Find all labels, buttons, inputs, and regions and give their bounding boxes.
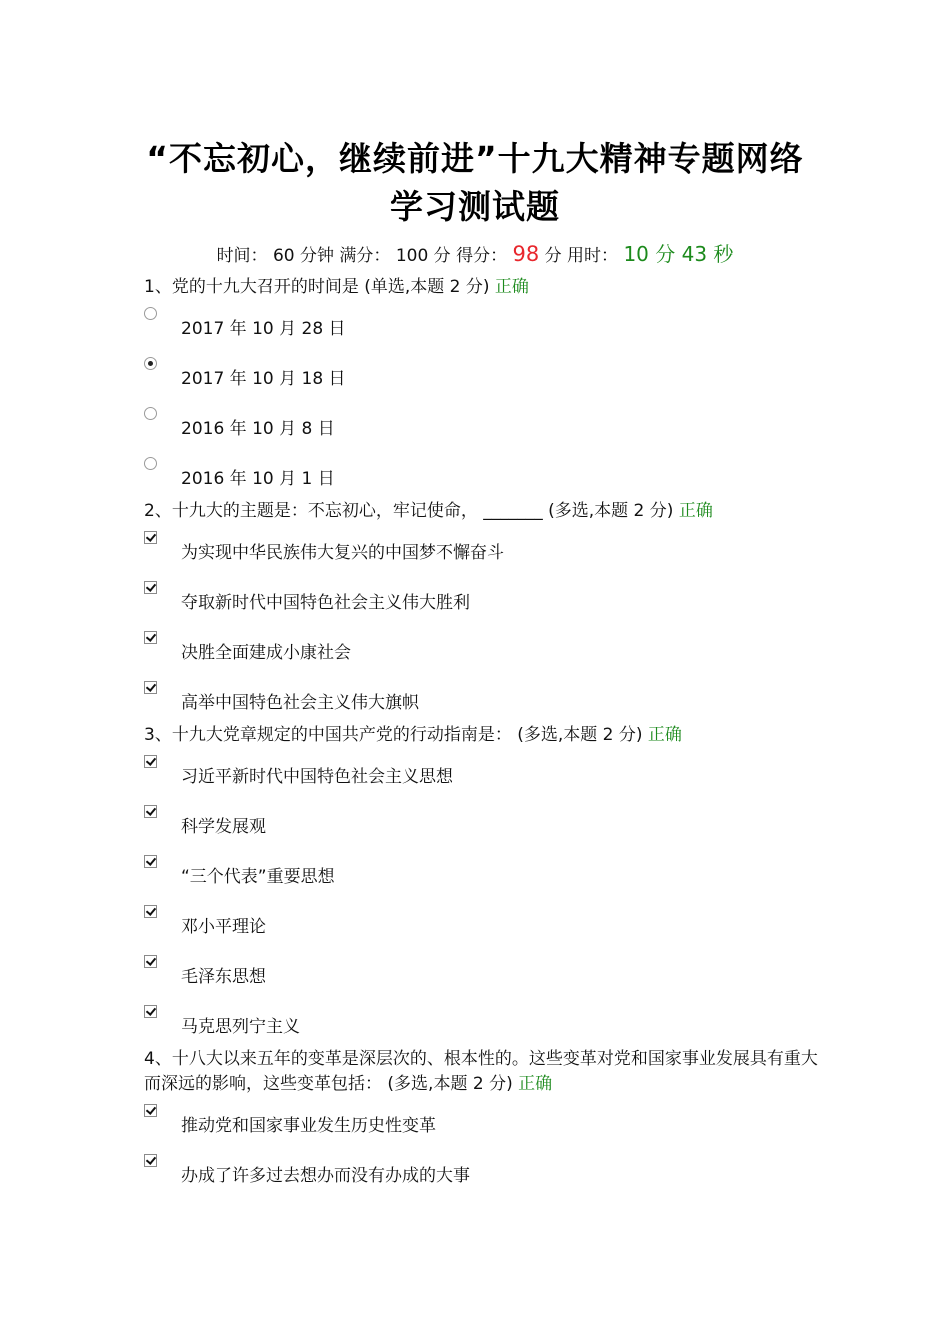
checkbox[interactable] [144,955,157,968]
option-item[interactable] [144,407,844,437]
radio-button[interactable] [144,307,157,320]
option-item[interactable] [144,955,844,985]
option-item[interactable] [144,855,844,885]
score-value: 98 [512,242,540,266]
option-label: 2017 年 10 月 28 日 [181,319,346,339]
radio-button[interactable] [144,457,157,470]
full-score-label: 满分： [339,246,391,266]
option-label: 办成了许多过去想办而没有办成的大事 [181,1166,470,1186]
option-item[interactable] [144,805,844,835]
checkbox[interactable] [144,855,157,868]
full-score-value: 100 分 [395,246,451,266]
exam-summary [0,238,950,267]
question-2 [144,499,824,524]
option-item[interactable] [144,681,844,711]
checkbox[interactable] [144,631,157,644]
option-label: 为实现中华民族伟大复兴的中国梦不懈奋斗 [181,543,504,563]
option-label: 习近平新时代中国特色社会主义思想 [181,767,453,787]
option-item[interactable] [144,1104,844,1134]
page-title-line-2: 学习测试题 [390,187,560,226]
question-1 [144,275,824,300]
option-item[interactable] [144,1154,844,1184]
option-label: 推动党和国家事业发生历史性变革 [181,1116,436,1136]
question-4 [144,1047,824,1097]
option-item[interactable] [144,1005,844,1035]
option-item[interactable] [144,755,844,785]
result-badge: 正确 [678,501,713,521]
option-item[interactable] [144,531,844,561]
option-label: 2016 年 10 月 1 日 [181,469,335,489]
checkbox[interactable] [144,755,157,768]
option-label: 决胜全面建成小康社会 [181,643,351,663]
checkbox[interactable] [144,531,157,544]
option-item[interactable] [144,905,844,935]
checkbox[interactable] [144,1005,157,1018]
time-used-value: 10 分 43 秒 [623,242,734,266]
result-badge: 正确 [647,725,682,745]
score-label: 得分： [456,246,508,266]
option-item[interactable] [144,631,844,661]
time-used-label: 用时： [567,246,619,266]
page-title-line-1: “不忘初心，继续前进”十九大精神专题网络 [146,139,804,178]
question-text: 1、党的十九大召开的时间是 (单选,本题 2 分) [144,277,490,297]
question-text: 3、十九大党章规定的中国共产党的行动指南是： (多选,本题 2 分) [144,725,643,745]
option-label: 马克思列宁主义 [181,1017,300,1037]
option-label: 高举中国特色社会主义伟大旗帜 [181,693,419,713]
option-item[interactable] [144,357,844,387]
checkbox[interactable] [144,581,157,594]
score-unit: 分 [544,246,562,266]
question-text: 4、十八大以来五年的变革是深层次的、根本性的。这些变革对党和国家事业发展具有重大而深远的影响，这些变革包括： (多选,本题 2 分) [144,1049,818,1094]
radio-button[interactable] [144,407,157,420]
option-label: 邓小平理论 [181,917,266,937]
option-item[interactable] [144,457,844,487]
question-3 [144,723,824,748]
option-item[interactable] [144,581,844,611]
checkbox[interactable] [144,1154,157,1167]
option-label: 2016 年 10 月 8 日 [181,419,335,439]
time-label: 时间： [216,246,268,266]
result-badge: 正确 [518,1074,553,1094]
checkbox[interactable] [144,805,157,818]
result-badge: 正确 [494,277,529,297]
question-text: 2、十九大的主题是：不忘初心，牢记使命， _______ (多选,本题 2 分) [144,501,674,521]
option-label: 毛泽东思想 [181,967,266,987]
option-item[interactable] [144,307,844,337]
option-label: “三个代表”重要思想 [181,867,335,887]
time-value: 60 分钟 [272,246,335,266]
option-label: 夺取新时代中国特色社会主义伟大胜利 [181,593,470,613]
checkbox[interactable] [144,905,157,918]
radio-button[interactable] [144,357,157,370]
checkbox[interactable] [144,681,157,694]
option-label: 科学发展观 [181,817,266,837]
checkbox[interactable] [144,1104,157,1117]
option-label: 2017 年 10 月 18 日 [181,369,346,389]
